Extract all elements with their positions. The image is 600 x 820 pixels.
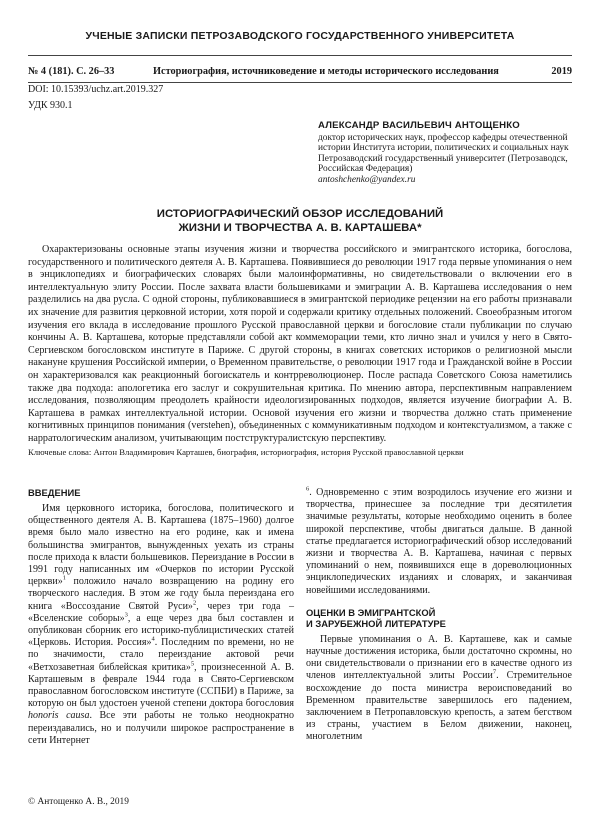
doi[interactable]: DOI: 10.15393/uchz.art.2019.327	[28, 84, 164, 95]
section-heading-emigre: ОЦЕНКИ В ЭМИГРАНТСКОЙ И ЗАРУБЕЖНОЙ ЛИТЕРАТУРЕ	[306, 606, 446, 629]
author-affiliation: Петрозаводский государственный университет (Петрозаводск, Российская Федерация)	[318, 153, 568, 175]
section2-paragraph: Первые упоминания о А. В. Карташеве, как и самые научные достижения историка, были достаточно скромны, но они свидетельствовали о признании его в качестве одного из членов интеллектуальной элиты России$^7$. Стремительное восхождение до поста министра вероисповеданий во Временном правительстве завершилось его падением, заключением в Петропавловскую крепость, а затем бегством из страны, участием в Белом движении, наконец, многолетним	[306, 633, 572, 743]
latin-phrase: honoris causa	[28, 710, 90, 722]
column-left	[28, 487, 294, 747]
author-name: АЛЕКСАНДР ВАСИЛЬЕВИЧ АНТОЩЕНКО	[318, 120, 520, 131]
article-title-line-1: ИСТОРИОГРАФИЧЕСКИЙ ОБЗОР ИССЛЕДОВАНИЙ	[156, 208, 444, 220]
intro-paragraph: Имя церковного историка, богослова, политического и общественного деятеля А. В. Карташева (1875–1960) долгое время было мало известно на его родине, как и имена большинства эмигрантов, вынужденных уехать из страны после прихода к власти большевиков. Переиздание в России в 1991 году написанных им «Очерков по истории Русской церкви»$^1$ положило начало возвращению на родину его творческого наследия. В этом же году была переиздана его книга «Воссоздание Святой Руси»$^2$, через три года – «Вселенские соборы»$^3$, а еще через два был составлен и опубликован сборник его историко-публицистических статей «Церковь. История. Россия»$^4$. Последним по времени, но не по значимости, стало переиздание актовой речи «Ветхозаветная библейская критика»$^5$, произнесенной А. В. Карташевым в феврале 1944 года в Свято-Сергиевском православном богословском институте (ССПБИ) в Париже, за которую он был удостоен ученой степени доктора богословия honoris causa. Все эти работы не только неоднократно переиздавались, но и получили широкое распространение в сети Интернет	[28, 503, 295, 746]
footnote-ref[interactable]: 2	[192, 599, 197, 607]
udk: УДК 930.1	[28, 100, 73, 111]
footnote-ref[interactable]: 7	[492, 669, 497, 677]
abstract	[28, 244, 572, 458]
footnote-ref[interactable]: 4	[151, 635, 155, 643]
keywords: Ключевые слова: Антон Владимирович Карташев, биография, историография, история Русской православной церкви	[28, 446, 464, 457]
footnote-ref[interactable]: 1	[62, 574, 66, 582]
intro-paragraph-continued: $^6$. Одновременно с этим возродилось изучение его жизни и творчества, принесшее за последние три десятилетия значимые результаты, которые необходимо оценить в более широкой перспективе, чтобы двигаться дальше. В данной статье предлагается историографический обзор исследований жизни и творчества А. В. Карташева, начиная с первых упоминаний о нем, появившихся еще в дореволюционных энциклопедических изданиях и словарях, и заканчивая новейшими исследованиями.	[306, 485, 572, 596]
abstract-text: Охарактеризованы основные этапы изучения жизни и творчества российского и эмигрантского историка, богослова, государственного и политического деятеля А. В. Карташева. Появившиеся до революции 1917 года первые упоминания о нем в энциклопедиях и биографических словарях были малоинформативны, но свидетельствовали о включении его в интеллектуальную элиту России. После захвата власти большевиками и эмиграции А. В. Карташева исследования о нем разделились на два русла. С одной стороны, публиковавшиеся в эмигрантской периодике рецензии на его работы признавали их значение для развития церковной истории, хотя порой и содержали критику отдельных положений. Своеобразным итогом изучения его вклада в исследование прошлого Русской православной церкви и богословие стали публикации по случаю кончины А. В. Карташева, которые представляли собой акт коммеморации теми, кто лично знал и учился у него в Свято-Сергиевском богословском институте в Париже. С другой стороны, в книгах советских историков о религиозной мысли накануне крушения Российской империи, о Временном правительстве, о революции 1917 года и Гражданской войне в России он характеризовался как реакционный богоискатель и контрреволюционер. После распада Советского Союза наметились также два подхода: апологетика его заслуг и сокрушительная критика. По мнению автора, перспективным направлением исследования, позволяющим преодолеть крайности идеологизированных подходов, является изучение биографии А. В. Карташева в рамках интеллектуальной истории. Основой изучения его жизни и творчества должно стать применение когнитивных принципов понимания (verstehen), объединенных с коммуникативным подходом и контекстуализмом, а также с нарратологическим анализом, учитывающим постструктуралистскую перспективу.	[28, 244, 572, 444]
issue-number: № 4 (181). С. 26–33	[28, 66, 115, 77]
journal-title: УЧЕНЫЕ ЗАПИСКИ ПЕТРОЗАВОДСКОГО ГОСУДАРСТВЕННОГО УНИВЕРСИТЕТА	[85, 30, 515, 42]
section-heading-intro: ВВЕДЕНИЕ	[28, 487, 81, 498]
footnote-ref[interactable]: 5	[190, 660, 195, 668]
header-rule-top	[28, 55, 572, 56]
article-title-line-2: ЖИЗНИ И ТВОРЧЕСТВА А. В. КАРТАШЕВА*	[178, 222, 422, 234]
rubric: Историография, источниковедение и методы исторического исследования	[153, 66, 499, 77]
author-email[interactable]: antoshchenko@yandex.ru	[318, 174, 416, 185]
article-title	[40, 207, 560, 235]
column-right	[306, 487, 572, 744]
copyright: © Антощенко А. В., 2019	[28, 797, 129, 807]
author-position: доктор исторических наук, профессор кафедры отечественной истории Института истории, политических и социальных наук	[318, 132, 569, 154]
footnote-ref[interactable]: 3	[124, 611, 128, 619]
author-block	[318, 121, 574, 186]
header-rule-bottom	[28, 82, 572, 83]
issue-year: 2019	[551, 66, 572, 77]
footnote-ref[interactable]: 6	[306, 485, 310, 493]
